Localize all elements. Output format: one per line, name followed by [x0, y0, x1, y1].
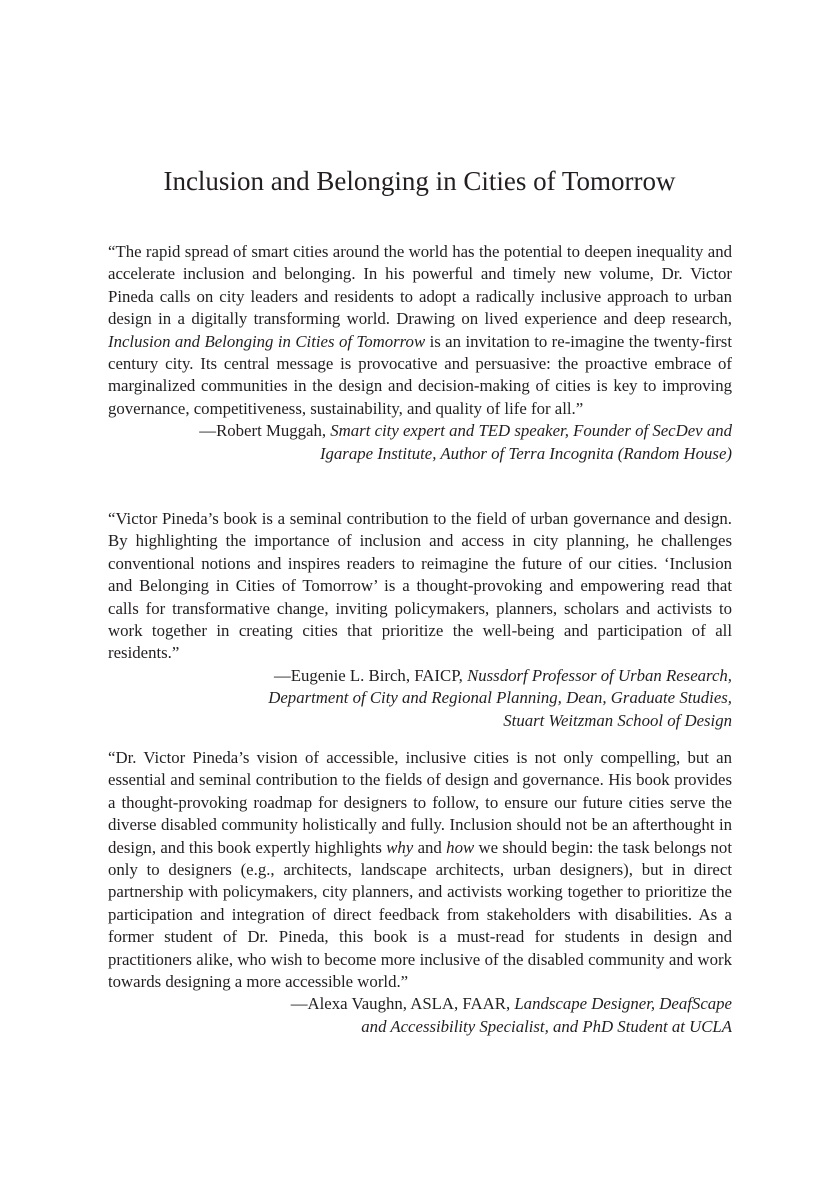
attribution-line [108, 993, 732, 1015]
attribution-line [108, 420, 732, 442]
quote-text: “Dr. Victor Pineda’s vision of accessible, inclusive cities is not only compelling, but an essential and seminal contribution to the fields of design and governance. His book provides a thought-provoking roadmap for designers to follow, to ensure our future cities serve the diverse disabled community holistically and fully. Inclusion should not be an afterthought in design, and this book expertly highlights [108, 748, 732, 857]
endorsement-quote [108, 241, 732, 420]
endorsement-attribution [108, 665, 732, 732]
quote-emphasis: how [446, 837, 475, 857]
endorser-role: Nussdorf Professor of Urban Research, [467, 665, 732, 685]
endorser-role: Smart city expert and TED speaker, Founder of SecDev and [330, 421, 732, 441]
endorsement-quote [108, 747, 732, 993]
page-title: Inclusion and Belonging in Cities of Tomorrow [163, 166, 676, 196]
endorser-name: —Robert Muggah, [199, 421, 331, 441]
quote-text: we should begin: the task belongs not only to designers (e.g., architects, landscape architects, urban designers), but in direct partnership with policymakers, city planners, and activists working together to prioritize the participation and integration of direct feedback from stakeholders with disabilities. As a former student of Dr. Pineda, this book is a must-read for students in design and practitioners alike, who wish to become more inclusive of the disabled community and work towards designing a more accessible world.” [108, 837, 732, 992]
endorser-name: —Eugenie L. Birch, FAICP, [273, 665, 468, 685]
endorser-role: Department of City and Regional Planning, Dean, Graduate Studies, [268, 688, 732, 708]
endorsement-quote: “Victor Pineda’s book is a seminal contribution to the field of urban governance and design. By highlighting the importance of inclusion and access in city planning, he challenges conventional notions and inspires readers to reimagine the future of our cities. ‘Inclusion and Belonging in Cities of Tomorrow’ is a thought-provoking and empowering read that calls for transformative change, inviting policymakers, planners, scholars and activists to work together in creating cities that prioritize the well-being and participation of all residents.” [108, 509, 732, 663]
quote-text: “The rapid spread of smart cities around the world has the potential to deepen inequality and accelerate inclusion and belonging. In his powerful and timely new volume, Dr. Victor Pineda calls on city leaders and residents to adopt a radically inclusive approach to urban design in a digitally transforming world. Drawing on lived experience and deep research, [108, 242, 732, 329]
quote-text: is an invitation to re-imagine the twenty-first century city. Its central message is provocative and persuasive: the proactive embrace of marginalized communities in the design and decision-making of cities is key to improving governance, competitiveness, sustainability, and quality of life for all.” [108, 331, 732, 418]
endorsement-blurb [108, 508, 732, 732]
endorser-name: —Alexa Vaughn, ASLA, FAAR, [290, 994, 515, 1014]
quote-emphasis: why [386, 837, 414, 857]
endorsement-attribution [108, 993, 732, 1038]
endorsement-blurb [108, 241, 732, 465]
endorser-role: and Accessibility Specialist, and PhD Student at UCLA [361, 1016, 732, 1036]
endorsement-attribution [108, 420, 732, 465]
endorser-role: Landscape Designer, DeafScape [514, 994, 732, 1014]
endorsement-blurb [108, 747, 732, 1038]
attribution-line [108, 665, 732, 687]
endorser-role: Stuart Weitzman School of Design [503, 710, 732, 730]
quote-text: and [413, 837, 447, 857]
endorser-role: Igarape Institute, Author of Terra Incognita (Random House) [319, 443, 732, 463]
quote-book-title: Inclusion and Belonging in Cities of Tomorrow [108, 331, 426, 351]
